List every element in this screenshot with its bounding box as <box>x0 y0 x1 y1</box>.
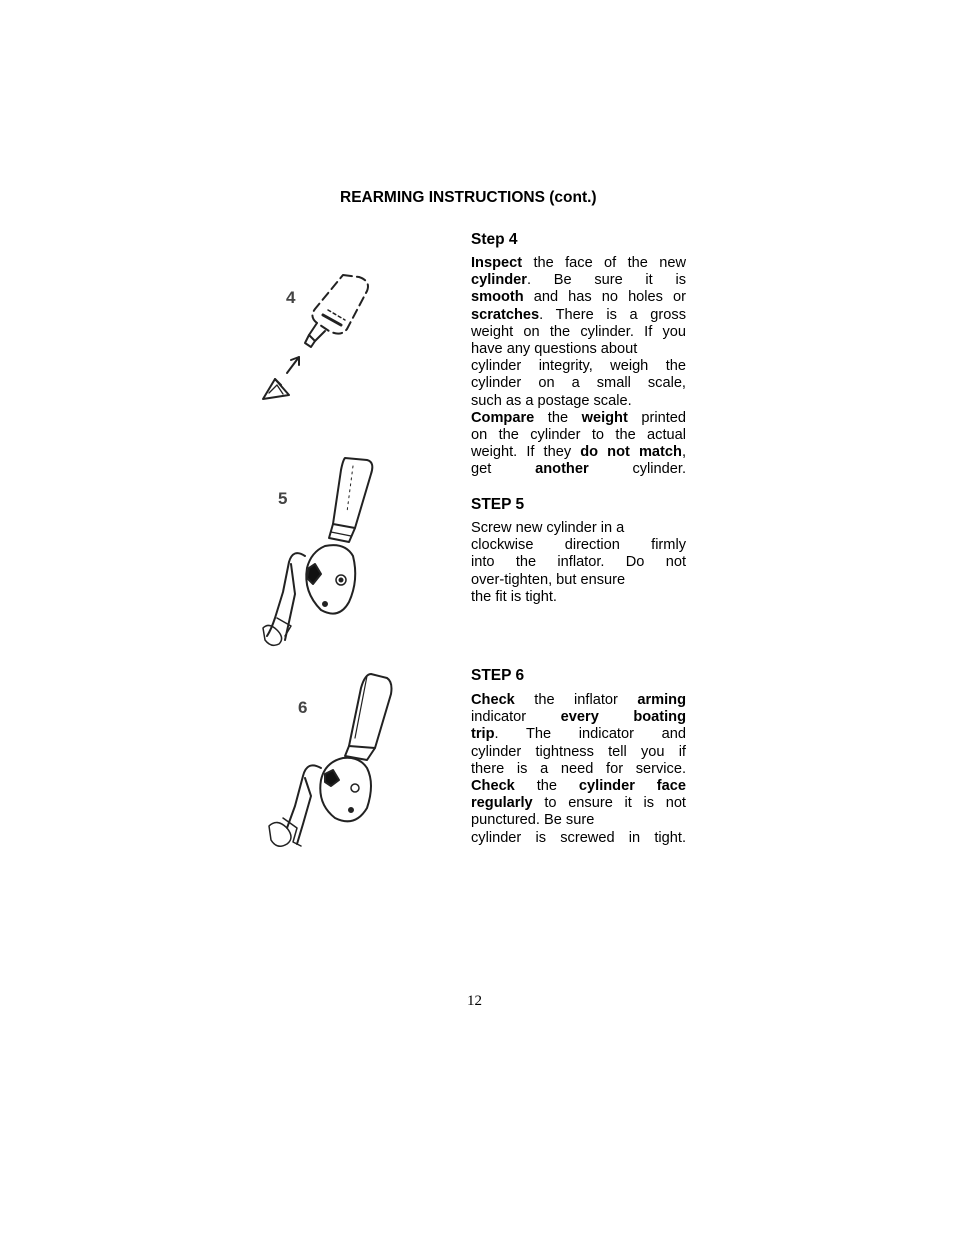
body-text: . The indicator and <box>494 726 686 743</box>
emphasis-text: Compare <box>471 409 535 426</box>
body-text: there is a need for service. <box>471 760 686 777</box>
instruction-line <box>471 272 686 289</box>
emphasis-text: regularly <box>471 795 533 812</box>
emphasis-text: arming <box>637 692 686 708</box>
body-text: into the inflator. Do not <box>471 554 686 571</box>
instruction-line <box>471 572 686 589</box>
body-text: weight on the cylinder. If you <box>471 323 686 340</box>
body-text: on the cylinder to the actual <box>471 427 686 444</box>
body-text: over-tighten, but ensure <box>471 571 626 588</box>
instruction-line <box>471 324 686 341</box>
instruction-line <box>471 341 686 358</box>
emphasis-text: smooth <box>471 289 524 306</box>
instruction-line <box>471 461 686 478</box>
instruction-line <box>471 255 686 272</box>
body-text: Screw new cylinder in a <box>471 520 625 536</box>
figure-number-6: 6 <box>298 698 308 717</box>
body-text: such as a postage scale. <box>471 392 632 409</box>
instruction-line <box>471 709 686 726</box>
figure-number-4: 4 <box>286 288 296 307</box>
body-text: to ensure it is not <box>532 795 686 812</box>
body-text: . There is a gross <box>539 306 686 323</box>
emphasis-text: trip <box>471 726 495 743</box>
step-4-illustration <box>255 265 385 410</box>
step-6-heading: STEP 6 <box>471 667 525 684</box>
instruction-line <box>471 778 686 795</box>
body-text: . Be sure it is <box>526 272 686 289</box>
step-5-instructions <box>471 520 686 606</box>
emphasis-text: do not match <box>580 444 682 461</box>
body-text: weight. If they <box>471 444 581 461</box>
step-5-illustration <box>255 452 385 652</box>
page-number: 12 <box>467 993 482 1009</box>
body-text: , <box>681 444 686 461</box>
cylinder-inspection-drawing <box>255 265 385 410</box>
emphasis-text: Check <box>471 692 515 708</box>
step-6-instructions <box>471 692 686 847</box>
instruction-line <box>471 726 686 743</box>
instruction-line <box>471 358 686 375</box>
screw-cylinder-drawing <box>255 452 385 652</box>
body-text: cylinder integrity, weigh the <box>471 358 686 375</box>
body-text: punctured. Be sure <box>471 812 595 829</box>
instruction-line <box>471 427 686 444</box>
body-text: the <box>514 778 579 795</box>
instruction-line <box>471 520 686 537</box>
body-text: cylinder is screwed in tight. <box>471 829 686 846</box>
body-text: and has no holes or <box>523 289 686 306</box>
body-text: get <box>471 461 536 478</box>
body-text: the inflator <box>514 692 638 708</box>
instruction-line <box>471 761 686 778</box>
body-text: printed <box>627 409 686 426</box>
emphasis-text: cylinder <box>471 272 527 289</box>
step-5-heading: STEP 5 <box>471 496 525 513</box>
emphasis-text: every boating <box>560 709 687 726</box>
emphasis-text: scratches <box>471 306 540 323</box>
body-text: indicator <box>471 709 561 726</box>
instruction-line <box>471 744 686 761</box>
step-6-illustration <box>263 668 403 853</box>
step-4-instructions <box>471 255 686 479</box>
body-text: clockwise direction firmly <box>471 537 686 554</box>
instruction-line <box>471 692 686 709</box>
emphasis-text: Inspect <box>471 255 523 271</box>
page-title: REARMING INSTRUCTIONS (cont.) <box>340 189 597 206</box>
body-text: the face of the new <box>522 255 686 271</box>
instruction-line <box>471 307 686 324</box>
instruction-line <box>471 393 686 410</box>
body-text: the <box>534 409 582 426</box>
instruction-line <box>471 795 686 812</box>
check-indicator-drawing <box>263 668 403 853</box>
body-text: cylinder. <box>588 461 687 478</box>
instruction-line <box>471 554 686 571</box>
instruction-line <box>471 289 686 306</box>
body-text: cylinder tightness tell you if <box>471 743 686 760</box>
instruction-line <box>471 589 686 606</box>
instruction-line <box>471 812 686 829</box>
emphasis-text: cylinder face <box>578 778 687 795</box>
instruction-line <box>471 537 686 554</box>
step-4-heading: Step 4 <box>471 231 518 248</box>
figure-number-5: 5 <box>278 489 288 508</box>
body-text: the fit is tight. <box>471 588 557 605</box>
emphasis-text: Check <box>471 778 515 795</box>
instruction-line <box>471 410 686 427</box>
emphasis-text: weight <box>581 409 628 426</box>
instruction-line <box>471 444 686 461</box>
instruction-line <box>471 830 686 847</box>
emphasis-text: another <box>535 461 589 478</box>
instruction-line <box>471 375 686 392</box>
body-text: have any questions about <box>471 341 638 358</box>
body-text: cylinder on a small scale, <box>471 375 686 392</box>
